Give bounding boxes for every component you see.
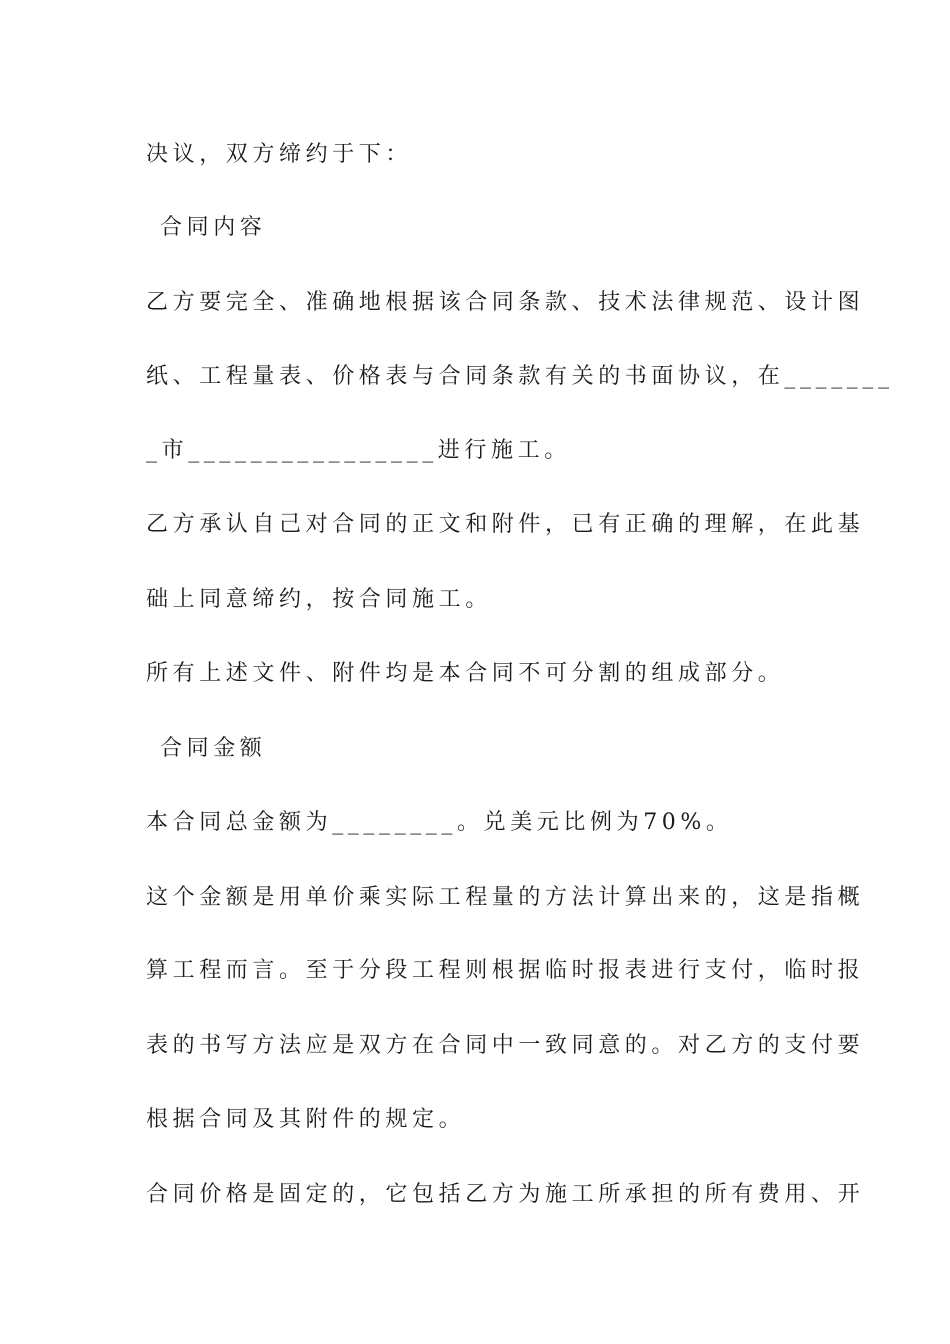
paragraph-line: 算工程而言。至于分段工程则根据临时报表进行支付，临时报 [146,958,865,983]
section-heading-contract-content: 合同内容 [160,215,267,240]
paragraph-line: 所有上述文件、附件均是本合同不可分割的组成部分。 [146,661,785,686]
paragraph-line: 本合同总金额为________。兑美元比例为70%。 [146,810,733,835]
paragraph-line: 乙方承认自己对合同的正文和附件，已有正确的理解，在此基 [146,512,865,537]
paragraph-line: _市________________进行施工。 [146,438,571,463]
paragraph-line: 决议，双方缔约于下： [146,142,413,167]
paragraph-line: 根据合同及其附件的规定。 [146,1107,466,1132]
paragraph-line: 合同价格是固定的，它包括乙方为施工所承担的所有费用、开 [146,1182,865,1207]
paragraph-line: 这个金额是用单价乘实际工程量的方法计算出来的，这是指概 [146,885,865,910]
paragraph-line: 纸、工程量表、价格表与合同条款有关的书面协议，在_______ [146,364,894,389]
section-heading-contract-amount: 合同金额 [160,736,267,761]
paragraph-line: 础上同意缔约，按合同施工。 [146,587,492,612]
paragraph-line: 表的书写方法应是双方在合同中一致同意的。对乙方的支付要 [146,1033,865,1058]
paragraph-line: 乙方要完全、准确地根据该合同条款、技术法律规范、设计图 [146,290,865,315]
